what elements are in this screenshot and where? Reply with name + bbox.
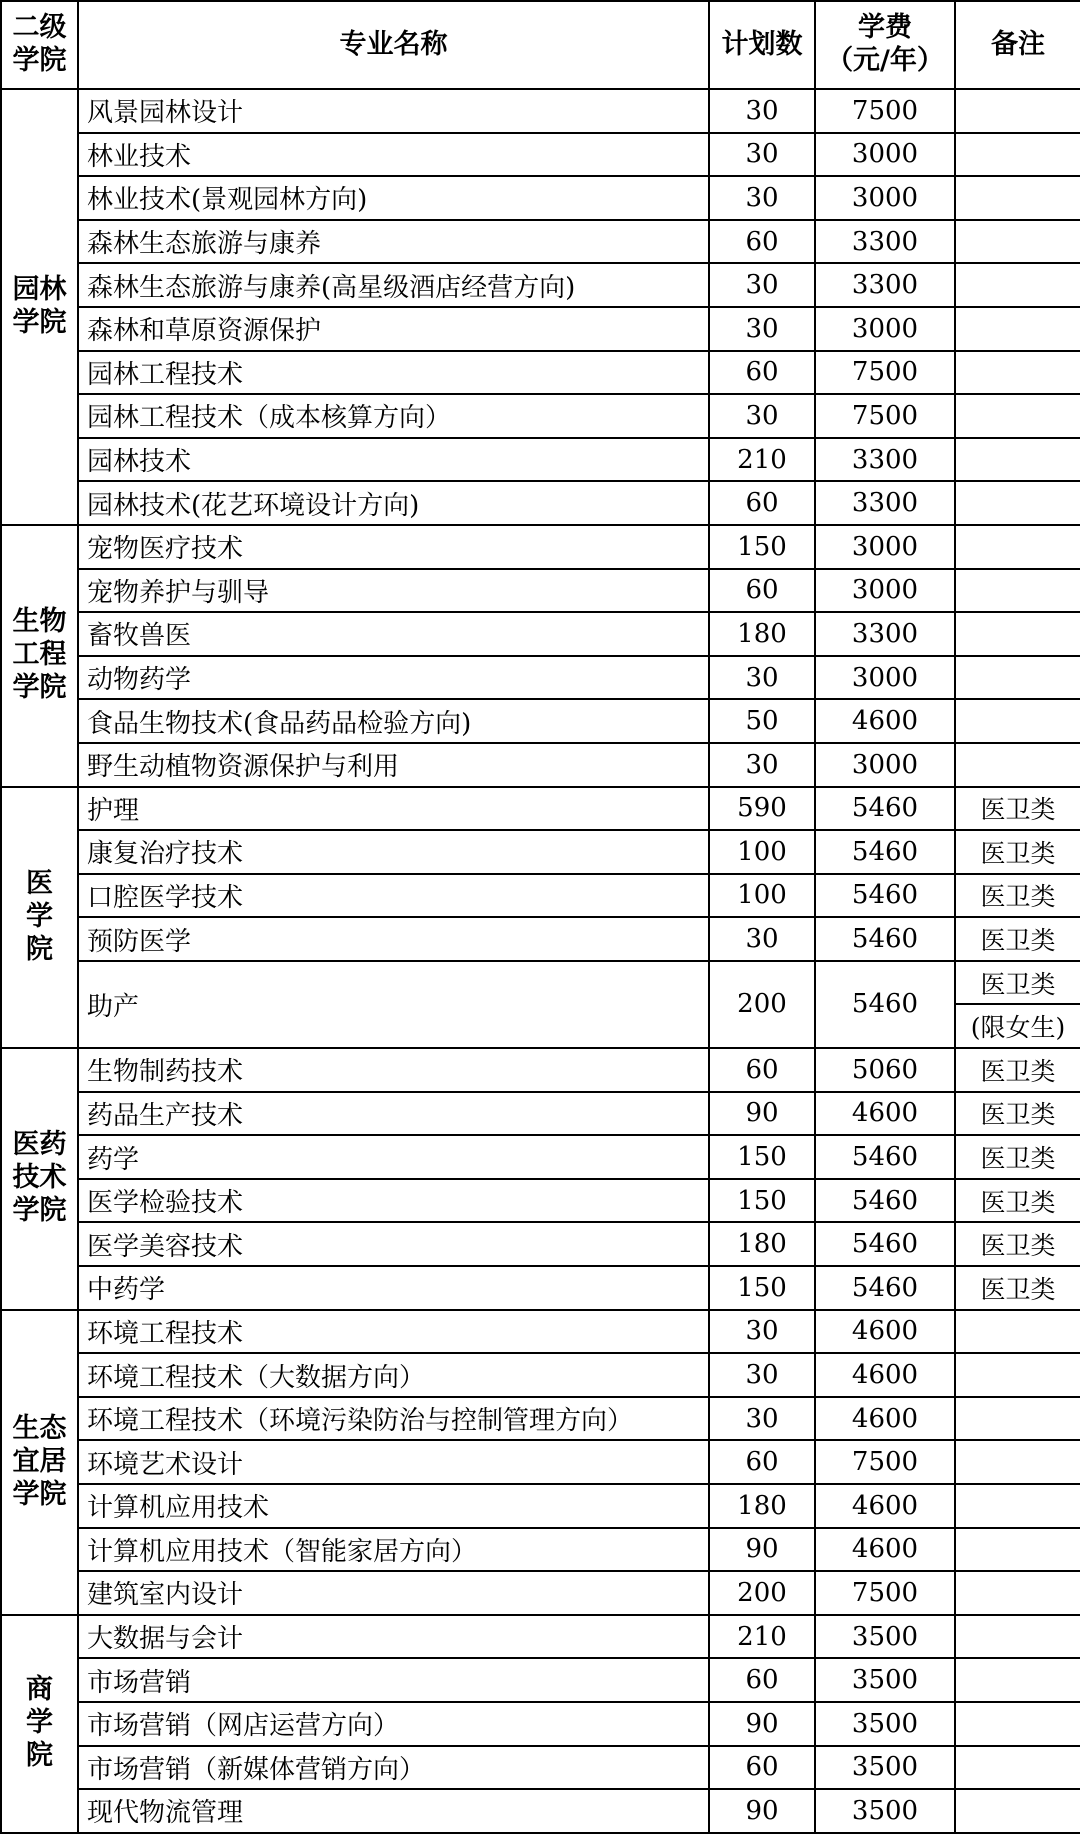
- table-body: [1, 89, 1080, 1833]
- plan-count: 210: [709, 438, 815, 482]
- plan-count: 150: [709, 1179, 815, 1223]
- major-name: 动物药学: [78, 656, 709, 700]
- plan-count: 30: [709, 1353, 815, 1397]
- plan-count: 60: [709, 1746, 815, 1790]
- tuition-fee: 7500: [815, 394, 955, 438]
- table-row: [1, 1615, 1080, 1659]
- tuition-fee: 4600: [815, 1092, 955, 1136]
- plan-count: 150: [709, 1266, 815, 1310]
- note-cell: [955, 220, 1080, 264]
- note-cell: [955, 307, 1080, 351]
- major-name: 市场营销（网店运营方向）: [78, 1702, 709, 1746]
- major-name: 园林工程技术: [78, 351, 709, 395]
- table-row: [1, 961, 1080, 1048]
- table-row: [1, 787, 1080, 831]
- table-row: [1, 1353, 1080, 1397]
- table-row: [1, 1222, 1080, 1266]
- note-cell: [955, 1353, 1080, 1397]
- major-name: 市场营销: [78, 1658, 709, 1702]
- note-cell: [955, 656, 1080, 700]
- note-cell: [955, 351, 1080, 395]
- plan-count: 30: [709, 656, 815, 700]
- plan-count: 150: [709, 1135, 815, 1179]
- college-cell: 生态 宜居 学院: [1, 1310, 78, 1615]
- major-name: 建筑室内设计: [78, 1571, 709, 1615]
- plan-count: 180: [709, 1484, 815, 1528]
- plan-count: 30: [709, 176, 815, 220]
- note-cell: [955, 1397, 1080, 1441]
- note-cell: [955, 743, 1080, 787]
- note-cell: [955, 1528, 1080, 1572]
- note-cell: [955, 1310, 1080, 1354]
- tuition-fee: 3000: [815, 569, 955, 613]
- table-row: [1, 394, 1080, 438]
- plan-count: 150: [709, 525, 815, 569]
- table-row: [1, 1789, 1080, 1833]
- plan-count: 200: [709, 961, 815, 1048]
- table-row: [1, 1397, 1080, 1441]
- plan-count: 60: [709, 1440, 815, 1484]
- major-name: 计算机应用技术（智能家居方向）: [78, 1528, 709, 1572]
- table-row: [1, 830, 1080, 874]
- tuition-fee: 4600: [815, 1397, 955, 1441]
- major-name: 计算机应用技术: [78, 1484, 709, 1528]
- tuition-fee: 3300: [815, 481, 955, 525]
- note-cell: 医卫类: [955, 787, 1080, 831]
- plan-count: 590: [709, 787, 815, 831]
- table-row: [1, 220, 1080, 264]
- table-row: [1, 1484, 1080, 1528]
- table-row: [1, 1179, 1080, 1223]
- table-row: [1, 656, 1080, 700]
- note-cell: 医卫类: [955, 1266, 1080, 1310]
- tuition-fee: 3500: [815, 1658, 955, 1702]
- table-row: [1, 1048, 1080, 1092]
- table-row: [1, 569, 1080, 613]
- tuition-fee: 7500: [815, 1440, 955, 1484]
- tuition-fee: 3000: [815, 743, 955, 787]
- tuition-fee: 3000: [815, 525, 955, 569]
- note-cell: [955, 699, 1080, 743]
- tuition-fee: 3000: [815, 656, 955, 700]
- plan-count: 90: [709, 1789, 815, 1833]
- tuition-fee: 5460: [815, 1135, 955, 1179]
- plan-count: 60: [709, 1048, 815, 1092]
- tuition-fee: 3000: [815, 133, 955, 177]
- table-row: [1, 481, 1080, 525]
- tuition-fee: 4600: [815, 1528, 955, 1572]
- major-name: 园林技术(花艺环境设计方向): [78, 481, 709, 525]
- major-name: 药品生产技术: [78, 1092, 709, 1136]
- table-row: [1, 263, 1080, 307]
- tuition-fee: 5460: [815, 830, 955, 874]
- major-name: 口腔医学技术: [78, 874, 709, 918]
- plan-count: 60: [709, 569, 815, 613]
- tuition-fee: 3300: [815, 263, 955, 307]
- note-cell: [955, 394, 1080, 438]
- note-cell: [955, 1702, 1080, 1746]
- tuition-fee: 3500: [815, 1746, 955, 1790]
- plan-count: 90: [709, 1528, 815, 1572]
- note-cell: [955, 263, 1080, 307]
- major-name: 中药学: [78, 1266, 709, 1310]
- major-name: 园林技术: [78, 438, 709, 482]
- tuition-fee: 5460: [815, 1179, 955, 1223]
- tuition-fee: 4600: [815, 699, 955, 743]
- tuition-fee: 3300: [815, 612, 955, 656]
- note-cell: [955, 569, 1080, 613]
- tuition-fee: 3000: [815, 176, 955, 220]
- tuition-fee: 4600: [815, 1310, 955, 1354]
- major-name: 大数据与会计: [78, 1615, 709, 1659]
- major-name: 园林工程技术（成本核算方向）: [78, 394, 709, 438]
- note-cell: [955, 1615, 1080, 1659]
- header-college: 二级 学院: [1, 1, 78, 89]
- note-cell: [955, 133, 1080, 177]
- note-cell: [955, 438, 1080, 482]
- note-cell: [955, 1440, 1080, 1484]
- note-cell: [955, 89, 1080, 133]
- major-name: 康复治疗技术: [78, 830, 709, 874]
- college-cell: 园林 学院: [1, 89, 78, 525]
- major-name: 畜牧兽医: [78, 612, 709, 656]
- major-name: 环境艺术设计: [78, 1440, 709, 1484]
- tuition-fee: 4600: [815, 1484, 955, 1528]
- tuition-fee: 5460: [815, 1266, 955, 1310]
- major-name: 环境工程技术（环境污染防治与控制管理方向）: [78, 1397, 709, 1441]
- plan-count: 180: [709, 1222, 815, 1266]
- college-cell: 生物 工程 学院: [1, 525, 78, 787]
- tuition-fee: 3300: [815, 438, 955, 482]
- major-name: 环境工程技术（大数据方向）: [78, 1353, 709, 1397]
- note-cell: 医卫类: [955, 1048, 1080, 1092]
- major-name: 风景园林设计: [78, 89, 709, 133]
- table-row: [1, 525, 1080, 569]
- note-cell: [955, 1658, 1080, 1702]
- plan-count: 30: [709, 1397, 815, 1441]
- table-row: [1, 351, 1080, 395]
- major-name: 宠物医疗技术: [78, 525, 709, 569]
- tuition-fee: 3500: [815, 1702, 955, 1746]
- major-name: 森林生态旅游与康养(高星级酒店经营方向): [78, 263, 709, 307]
- plan-count: 90: [709, 1702, 815, 1746]
- table-row: [1, 1746, 1080, 1790]
- note-cell: 医卫类: [955, 1222, 1080, 1266]
- plan-count: 30: [709, 89, 815, 133]
- college-cell: 商 学 院: [1, 1615, 78, 1833]
- note-cell: [955, 961, 1080, 1048]
- plan-count: 30: [709, 263, 815, 307]
- tuition-fee: 7500: [815, 89, 955, 133]
- major-name: 野生动植物资源保护与利用: [78, 743, 709, 787]
- major-name: 助产: [78, 961, 709, 1048]
- plan-count: 30: [709, 394, 815, 438]
- table-row: [1, 612, 1080, 656]
- table-row: [1, 1528, 1080, 1572]
- major-name: 市场营销（新媒体营销方向）: [78, 1746, 709, 1790]
- plan-count: 30: [709, 743, 815, 787]
- tuition-fee: 4600: [815, 1353, 955, 1397]
- table-row: [1, 1310, 1080, 1354]
- major-name: 药学: [78, 1135, 709, 1179]
- tuition-fee: 5460: [815, 917, 955, 961]
- note-cell: [955, 525, 1080, 569]
- note-cell: 医卫类: [955, 1092, 1080, 1136]
- plan-count: 50: [709, 699, 815, 743]
- note-cell: 医卫类: [955, 1135, 1080, 1179]
- header-plan: 计划数: [709, 1, 815, 89]
- header-fee: 学费 （元/年）: [815, 1, 955, 89]
- plan-count: 60: [709, 351, 815, 395]
- table-row: [1, 874, 1080, 918]
- plan-count: 210: [709, 1615, 815, 1659]
- table-row: [1, 699, 1080, 743]
- plan-count: 100: [709, 830, 815, 874]
- major-name: 生物制药技术: [78, 1048, 709, 1092]
- tuition-fee: 3000: [815, 307, 955, 351]
- major-name: 食品生物技术(食品药品检验方向): [78, 699, 709, 743]
- plan-count: 30: [709, 133, 815, 177]
- college-cell: 医 学 院: [1, 787, 78, 1049]
- tuition-fee: 5060: [815, 1048, 955, 1092]
- major-name: 预防医学: [78, 917, 709, 961]
- tuition-fee: 5460: [815, 787, 955, 831]
- table-row: [1, 1702, 1080, 1746]
- note-cell: [955, 1789, 1080, 1833]
- note-cell: [955, 612, 1080, 656]
- tuition-fee: 5460: [815, 961, 955, 1048]
- plan-count: 180: [709, 612, 815, 656]
- tuition-fee: 3300: [815, 220, 955, 264]
- table-row: [1, 1440, 1080, 1484]
- plan-count: 100: [709, 874, 815, 918]
- major-name: 森林生态旅游与康养: [78, 220, 709, 264]
- table-row: [1, 917, 1080, 961]
- major-name: 医学检验技术: [78, 1179, 709, 1223]
- tuition-fee: 7500: [815, 1571, 955, 1615]
- table-row: [1, 1135, 1080, 1179]
- note-cell: 医卫类: [955, 917, 1080, 961]
- table-row: [1, 743, 1080, 787]
- tuition-fee: 7500: [815, 351, 955, 395]
- note-cell: [955, 176, 1080, 220]
- major-name: 环境工程技术: [78, 1310, 709, 1354]
- header-row: [1, 1, 1080, 89]
- major-name: 医学美容技术: [78, 1222, 709, 1266]
- note-cell: [955, 1746, 1080, 1790]
- major-name: 森林和草原资源保护: [78, 307, 709, 351]
- note-cell: [955, 1484, 1080, 1528]
- tuition-fee: 5460: [815, 1222, 955, 1266]
- table-row: [1, 176, 1080, 220]
- tuition-fee: 3500: [815, 1789, 955, 1833]
- plan-count: 200: [709, 1571, 815, 1615]
- major-name: 宠物养护与驯导: [78, 569, 709, 613]
- note-category: 医卫类: [980, 969, 1056, 999]
- note-cell: 医卫类: [955, 830, 1080, 874]
- table-row: [1, 1092, 1080, 1136]
- table-row: [1, 89, 1080, 133]
- major-name: 护理: [78, 787, 709, 831]
- header-major: 专业名称: [78, 1, 709, 89]
- tuition-fee: 5460: [815, 874, 955, 918]
- plan-count: 30: [709, 917, 815, 961]
- note-cell: [955, 481, 1080, 525]
- note-cell: 医卫类: [955, 874, 1080, 918]
- table-row: [1, 1266, 1080, 1310]
- major-name: 林业技术(景观园林方向): [78, 176, 709, 220]
- table-row: [1, 133, 1080, 177]
- table-row: [1, 438, 1080, 482]
- note-cell: 医卫类: [955, 1179, 1080, 1223]
- plan-count: 90: [709, 1092, 815, 1136]
- plan-count: 60: [709, 220, 815, 264]
- plan-count: 60: [709, 481, 815, 525]
- header-note: 备注: [955, 1, 1080, 89]
- plan-count: 30: [709, 1310, 815, 1354]
- plan-count: 30: [709, 307, 815, 351]
- plan-count: 60: [709, 1658, 815, 1702]
- major-name: 林业技术: [78, 133, 709, 177]
- table-row: [1, 1658, 1080, 1702]
- major-name: 现代物流管理: [78, 1789, 709, 1833]
- table-row: [1, 307, 1080, 351]
- note-cell: [955, 1571, 1080, 1615]
- note-restriction: (限女生): [956, 1003, 1080, 1047]
- tuition-fee: 3500: [815, 1615, 955, 1659]
- college-cell: 医药 技术 学院: [1, 1048, 78, 1310]
- table-row: [1, 1571, 1080, 1615]
